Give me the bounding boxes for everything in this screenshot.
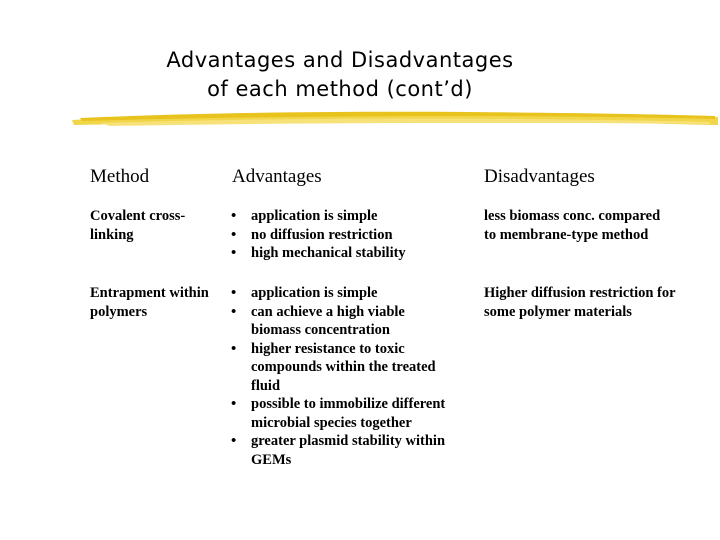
column-header-advantages: Advantages (232, 166, 322, 187)
column-header-disadvantages: Disadvantages (484, 166, 595, 187)
row-2-advantages-list (231, 284, 445, 469)
row-1-method-line: Covalent cross- (90, 208, 186, 224)
row-1-advantages-list (231, 207, 406, 263)
row-2-method-line: polymers (90, 303, 148, 320)
advantage-item: • possible to immobilize different microbial species together (231, 395, 445, 432)
advantage-item: • application is simple (231, 284, 445, 303)
advantage-item: • can achieve a high viable biomass concentration (231, 303, 445, 340)
advantage-item: • application is simple (231, 207, 406, 226)
row-2-disadvantage-line: some polymer materials (484, 303, 632, 320)
row-1-disadvantage-line: to membrane-type method (484, 226, 649, 243)
row-2-method (90, 284, 209, 321)
slide-title-line-1: Advantages and Disadvantages (166, 48, 514, 72)
row-1-disadvantage-line: less biomass conc. compared (484, 208, 661, 224)
advantage-item: • no diffusion restriction (231, 226, 406, 245)
row-2-disadvantages (484, 284, 676, 321)
advantage-item: • higher resistance to toxic compounds within the treated fluid (231, 340, 445, 396)
slide-title (100, 46, 580, 104)
row-2-disadvantage-line: Higher diffusion restriction for (484, 285, 676, 301)
column-header-method: Method (90, 166, 150, 187)
row-1-disadvantages (484, 207, 660, 244)
advantage-item: • greater plasmid stability within GEMs (231, 432, 445, 469)
row-2-method-line: Entrapment within (90, 285, 209, 301)
advantage-item: • high mechanical stability (231, 244, 406, 263)
slide-title-line-2: of each method (cont’d) (207, 77, 473, 101)
row-1-method (90, 207, 185, 244)
title-underline-brushstroke (70, 104, 720, 132)
row-1-method-line: linking (90, 226, 134, 243)
